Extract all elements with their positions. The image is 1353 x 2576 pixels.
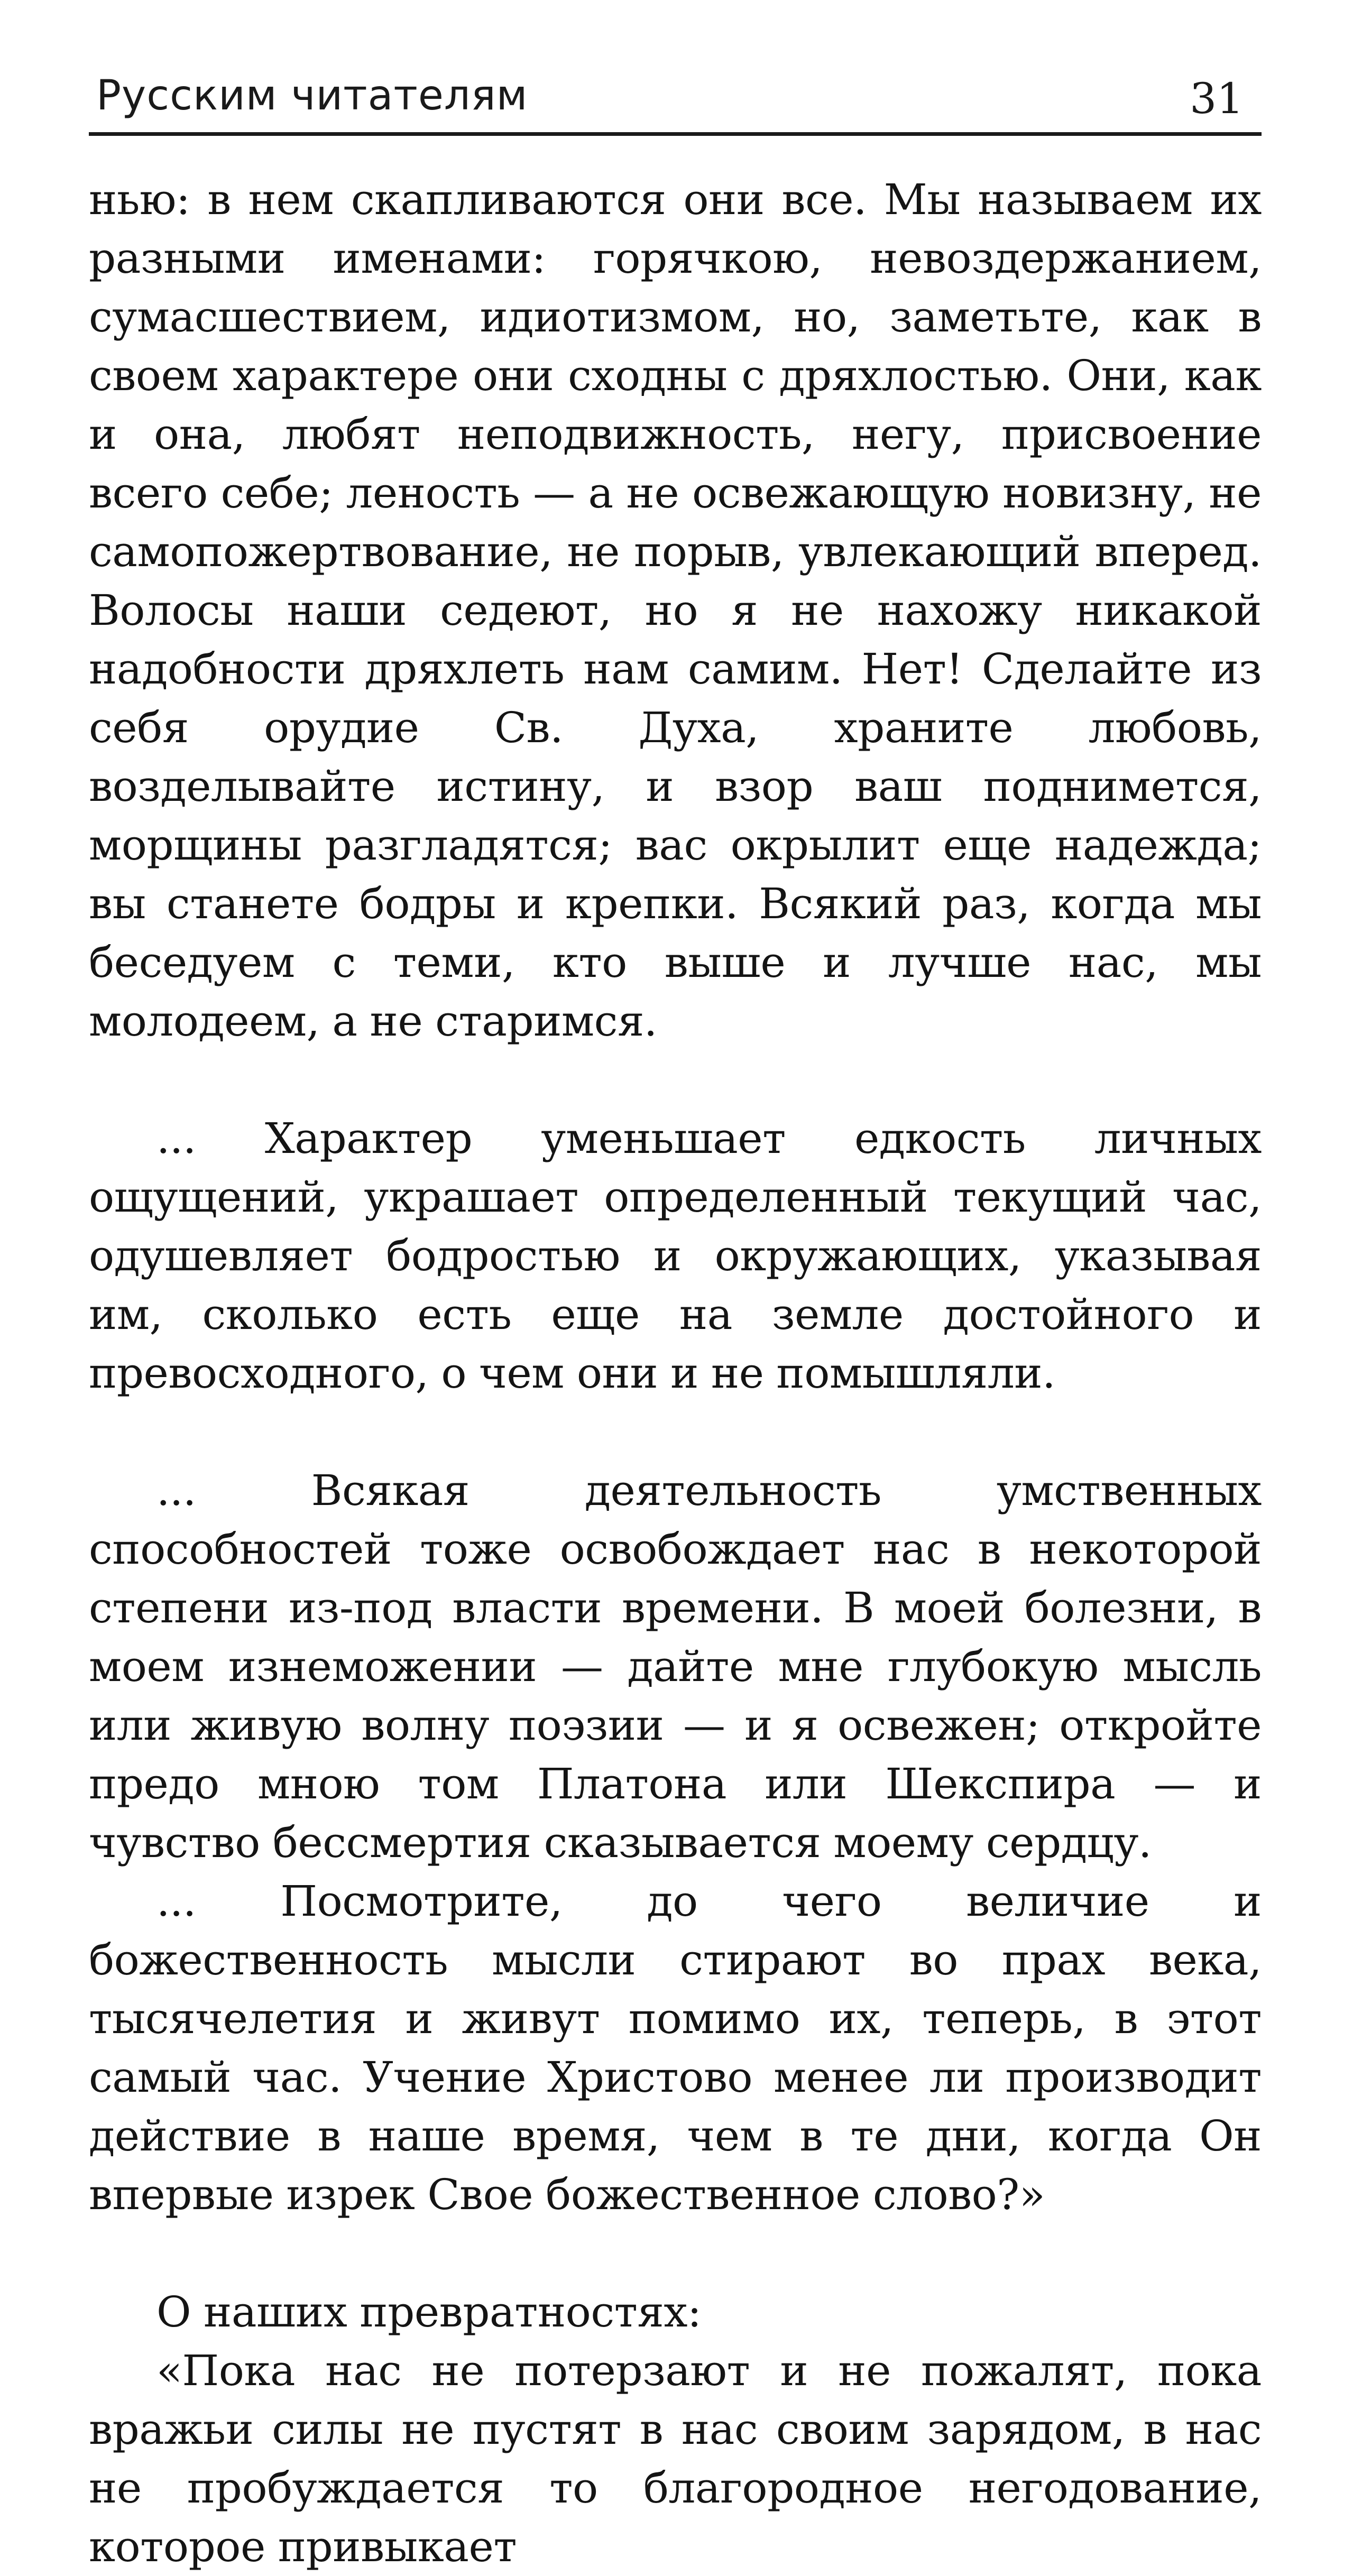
page-number: 31 [1190,74,1244,123]
paragraph-continuation: нью: в нем скапливаются они все. Мы называем их разными именами: горячкою, невоздержанием, сумасшествием, идиотизмом, но, заметьте, как в своем характере они сходны с дряхлостью. Они, как и она, любят неподвижность, негу, присвоение всего себе; леность — а не освежающую новизну, не самопожертвование, не порыв, увлекающий вперед. Волосы наши седеют, но я не нахожу никакой надобности дряхлеть нам самим. Нет! Сделайте из себя орудие Св. Духа, храните любовь, возделывайте истину, и взор ваш поднимется, морщины разгладятся; вас окрылит еще надежда; вы станете бодры и крепки. Всякий раз, когда мы беседуем с теми, кто выше и лучше нас, мы молодеем, а не старимся. [89,175,1262,1046]
header-rule [89,132,1262,136]
body-text [89,170,1262,2576]
running-title: Русским читателям [96,72,528,119]
paragraph-subheading: О наших превратностях: [157,2287,702,2337]
paragraph-character: ... Характер уменьшает едкость личных ощущений, украшает определенный текущий час, одушевляет бодростью и окружающих, указывая им, сколько есть еще на земле достойного и превосходного, о чем они и не помышляли. [89,1114,1262,1398]
paragraph-quote-start: «Пока нас не потерзают и не пожалят, пока вражьи силы не пустят в нас своим зарядом, в нас не пробуждается то благородное негодование, которое привыкает [89,2346,1262,2571]
running-header [89,62,1252,126]
paragraph-mental-activity: ... Всякая деятельность умственных способностей тоже освобождает нас в некоторой степени из-под власти времени. В моей болезни, в моем изнеможении — дайте мне глубокую мысль или живую волну поэзии — и я освежен; откройте предо мною том Платона или Шекспира — и чувство бессмертия сказывается моему сердцу. [89,1466,1262,1867]
paragraph-greatness-of-thought: ... Посмотрите, до чего величие и божественность мысли стирают во прах века, тысячелетия и живут помимо их, теперь, в этот самый час. Учение Христово менее ли производит действие в наше время, чем в те дни, когда Он впервые изрек Свое божественное слово?» [89,1877,1262,2219]
